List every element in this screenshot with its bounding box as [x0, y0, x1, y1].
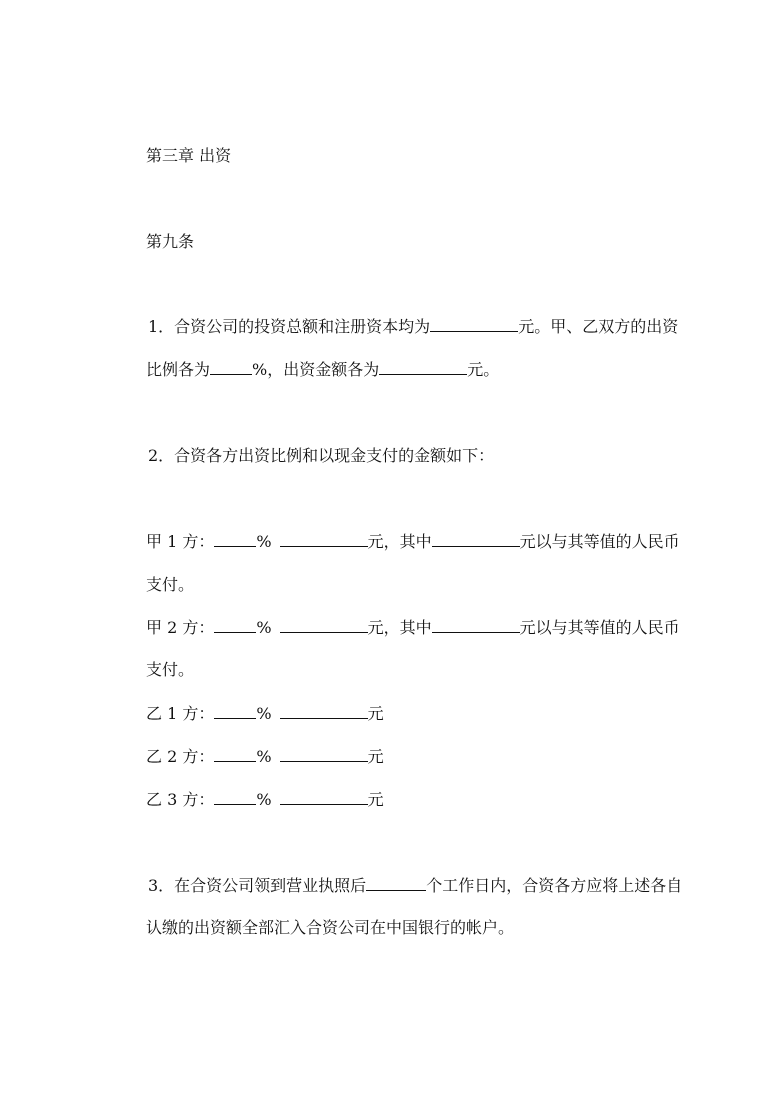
party-tail-text: 元以与其等值的人民币 — [519, 532, 680, 551]
party-amount-blank[interactable] — [280, 532, 368, 547]
party-foreign-amount-blank[interactable] — [432, 618, 520, 633]
party-percent-blank[interactable] — [214, 790, 256, 805]
party-yi3-line — [146, 790, 384, 810]
party-amount-blank[interactable] — [280, 747, 368, 762]
percent-sign: % — [256, 532, 272, 551]
party-tail-text: 元以与其等值的人民币 — [519, 618, 680, 637]
party-label: 甲 1 方： — [146, 532, 215, 551]
party-jia1-line — [146, 532, 680, 552]
party-percent-blank[interactable] — [214, 747, 256, 762]
party-yuan-text: 元，其中 — [367, 618, 432, 637]
party-amount-blank[interactable] — [280, 704, 368, 719]
clause1-text-e: 元。 — [467, 360, 500, 379]
clause1-text-a: 1．合资公司的投资总额和注册资本均为 — [148, 317, 431, 336]
party-yuan-text: 元，其中 — [367, 532, 432, 551]
party-yuan-text: 元 — [367, 747, 384, 766]
clause1-text-b: 元。甲、乙双方的出资 — [518, 317, 679, 336]
party-amount-blank[interactable] — [280, 618, 368, 633]
party-label: 乙 2 方： — [146, 747, 215, 766]
percent-sign: % — [256, 704, 272, 723]
investment-total-blank[interactable] — [430, 317, 518, 332]
percent-sign: % — [256, 618, 272, 637]
party-label: 甲 2 方： — [146, 618, 215, 637]
party-foreign-amount-blank[interactable] — [432, 532, 520, 547]
party-jia1-cont: 支付。 — [146, 575, 195, 594]
clause3-text-a: 3．在合资公司领到营业执照后 — [148, 876, 367, 895]
party-yi2-line — [146, 747, 384, 767]
clause1-line1 — [148, 317, 678, 337]
clause3-line2: 认缴的出资额全部汇入合资公司在中国银行的帐户。 — [146, 918, 515, 937]
party-label: 乙 3 方： — [146, 790, 215, 809]
article-title: 第九条 — [146, 232, 195, 251]
workdays-blank[interactable] — [366, 876, 426, 891]
clause1-text-c: 比例各为 — [146, 360, 211, 379]
ratio-blank[interactable] — [210, 360, 252, 375]
clause2-intro: 2．合资各方出资比例和以现金支付的金额如下： — [148, 446, 495, 465]
clause3-line1 — [148, 876, 682, 896]
party-label: 乙 1 方： — [146, 704, 215, 723]
party-percent-blank[interactable] — [214, 532, 256, 547]
clause1-text-d: %，出资金额各为 — [252, 360, 380, 379]
clause3-text-b: 个工作日内，合资各方应将上述各自 — [426, 876, 683, 895]
percent-sign: % — [256, 790, 272, 809]
party-jia2-cont: 支付。 — [146, 660, 195, 679]
party-jia2-line — [146, 618, 680, 638]
clause1-line2 — [146, 360, 499, 380]
party-yuan-text: 元 — [367, 790, 384, 809]
amount-blank[interactable] — [379, 360, 467, 375]
party-yi1-line — [146, 704, 384, 724]
chapter-title: 第三章 出资 — [146, 146, 232, 165]
percent-sign: % — [256, 747, 272, 766]
party-percent-blank[interactable] — [214, 704, 256, 719]
party-percent-blank[interactable] — [214, 618, 256, 633]
party-yuan-text: 元 — [367, 704, 384, 723]
party-amount-blank[interactable] — [280, 790, 368, 805]
